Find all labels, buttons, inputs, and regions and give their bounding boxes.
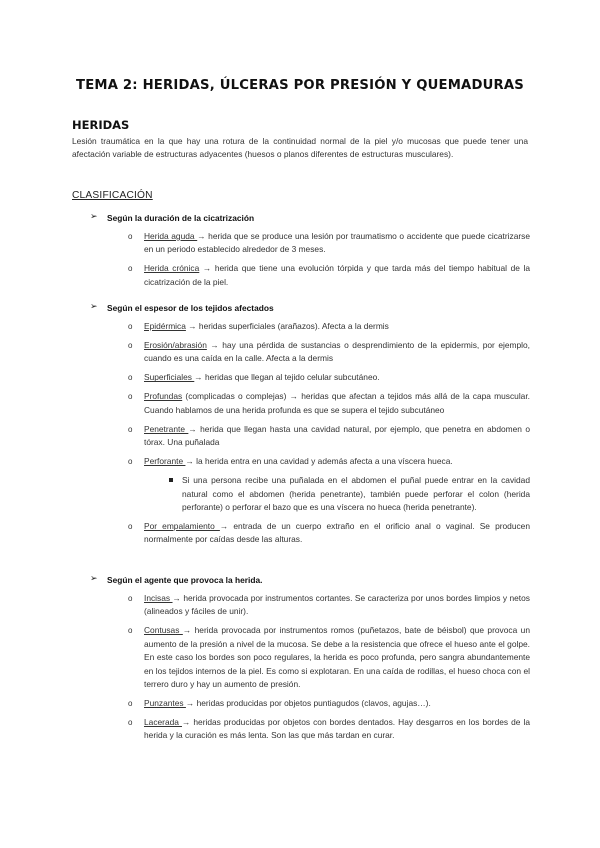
classification-agent bbox=[90, 575, 530, 748]
term: Lacerada bbox=[144, 717, 182, 728]
subsection-heading: CLASIFICACIÓN bbox=[72, 190, 153, 201]
definition: → heridas superficiales (arañazos). Afecta a la dermis bbox=[185, 321, 389, 331]
circle-bullet-icon: o bbox=[128, 718, 133, 728]
list-item bbox=[90, 592, 530, 619]
term: Erosión/abrasión bbox=[144, 340, 207, 350]
list-item bbox=[90, 697, 530, 710]
definition: → heridas producidas por objetos con bordes dentados. Hay desgarros en los bordes de la herida y la curación es más lenta. Son las que más tardan en curar. bbox=[144, 717, 530, 741]
circle-bullet-icon: o bbox=[128, 341, 133, 350]
classification-duration bbox=[90, 213, 530, 295]
term: Herida aguda bbox=[144, 231, 198, 241]
square-bullet-icon bbox=[169, 478, 173, 482]
circle-bullet-icon: o bbox=[128, 699, 133, 709]
term: Por empalamiento bbox=[144, 521, 220, 532]
list-item bbox=[90, 371, 530, 384]
section-heading: HERIDAS bbox=[72, 118, 130, 132]
definition: → hay una pérdida de sustancias o desprendimiento de la epidermis, por ejemplo, cuando es una caída en la calle. Afecta a la dermis bbox=[144, 340, 530, 364]
definition: → heridas que llegan al tejido celular subcutáneo. bbox=[194, 372, 380, 383]
list-item bbox=[90, 455, 530, 468]
classification-thickness bbox=[90, 303, 530, 552]
list-item bbox=[90, 230, 530, 257]
term: Contusas bbox=[144, 625, 183, 636]
definition: → herida provocada por instrumentos cortantes. Se caracteriza por unos bordes limpios y netos (alineados y fáciles de unir). bbox=[144, 593, 530, 617]
arrow-bullet-icon: ➢ bbox=[90, 302, 98, 312]
page-title: TEMA 2: HERIDAS, ÚLCERAS POR PRESIÓN Y QUEMADURAS bbox=[76, 78, 524, 93]
term: Epidérmica bbox=[144, 321, 186, 331]
term: Penetrante bbox=[144, 423, 189, 434]
list-item bbox=[90, 339, 530, 366]
circle-bullet-icon: o bbox=[128, 457, 133, 467]
circle-bullet-icon: o bbox=[128, 322, 133, 331]
circle-bullet-icon: o bbox=[128, 424, 133, 434]
intro-paragraph: Lesión traumática en la que hay una rotura de la continuidad normal de la piel y/o mucosas que puede tener una afectación variable de estructuras adyacentes (huesos o planos diferentes de estructuras musculares). bbox=[72, 136, 528, 160]
circle-bullet-icon: o bbox=[128, 264, 133, 274]
circle-bullet-icon: o bbox=[128, 522, 133, 532]
definition: → entrada de un cuerpo extraño en el orificio anal o vaginal. Se producen normalmente por caídas desde las alturas. bbox=[144, 521, 530, 545]
list-item bbox=[90, 520, 530, 547]
term: Herida crónica bbox=[144, 263, 200, 274]
classification-title: Según el agente que provoca la herida. bbox=[107, 575, 263, 585]
arrow-bullet-icon: ➢ bbox=[90, 212, 98, 222]
term: Profundas bbox=[144, 391, 183, 402]
list-item bbox=[90, 262, 530, 289]
list-item bbox=[90, 320, 530, 333]
nested-text: Si una persona recibe una puñalada en el abdomen el puñal puede entrar en la cavidad natural como el abdomen (herida penetrante), también puede perforar el colon (herida perforante) o perforar el bazo que es una víscera no hueca (herida penetrante). bbox=[182, 475, 530, 513]
term: Punzantes bbox=[144, 698, 186, 709]
definition: (complicadas o complejas) → heridas que afectan a tejidos más allá de la capa muscular. Cuando hablamos de una herida profunda es que se supera el tejido subcutáneo bbox=[144, 391, 530, 415]
term: Superficiales bbox=[144, 372, 195, 383]
list-item bbox=[90, 390, 530, 417]
definition: → herida provocada por instrumentos romos (puñetazos, bate de béisbol) que provoca un aumento de la presión a nivel de la mucosa. Se debe a la resistencia que ofrece el hueso ante el golpe. En este caso los bordes son poco regulares, la herida es poco profunda, pero sangra abundantemente en los tejidos internos de la piel. Es como si explotaran. En una caída de rodillas, el hueso choca con el terrero duro y hay un aumento de presión. bbox=[144, 625, 530, 690]
definition: → la herida entra en una cavidad y además afecta a una víscera hueca. bbox=[185, 456, 453, 467]
classification-title: Según el espesor de los tejidos afectados bbox=[107, 303, 274, 313]
definition: → herida que llegan hasta una cavidad natural, por ejemplo, que penetra en abdomen o tórax. Una puñalada bbox=[144, 423, 530, 448]
nested-list-item bbox=[90, 474, 530, 514]
list-item bbox=[90, 716, 530, 743]
list-item bbox=[90, 423, 530, 450]
circle-bullet-icon: o bbox=[128, 373, 133, 383]
term: Incisas bbox=[144, 593, 173, 603]
definition: → herida que tiene una evolución tórpida y que tarda más del tiempo habitual de la cicatrización de la piel. bbox=[144, 263, 530, 287]
arrow-bullet-icon: ➢ bbox=[90, 574, 98, 584]
classification-title: Según la duración de la cicatrización bbox=[107, 213, 255, 223]
list-item bbox=[90, 624, 530, 691]
definition: → herida que se produce una lesión por traumatismo o accidente que puede cicatrizarse en un periodo establecido alrededor de 3 meses. bbox=[144, 231, 530, 255]
term: Perforante bbox=[144, 456, 186, 467]
circle-bullet-icon: o bbox=[128, 232, 133, 241]
circle-bullet-icon: o bbox=[128, 392, 133, 402]
circle-bullet-icon: o bbox=[128, 594, 133, 603]
circle-bullet-icon: o bbox=[128, 626, 133, 636]
definition: → heridas producidas por objetos puntiagudos (clavos, agujas…). bbox=[185, 698, 431, 709]
